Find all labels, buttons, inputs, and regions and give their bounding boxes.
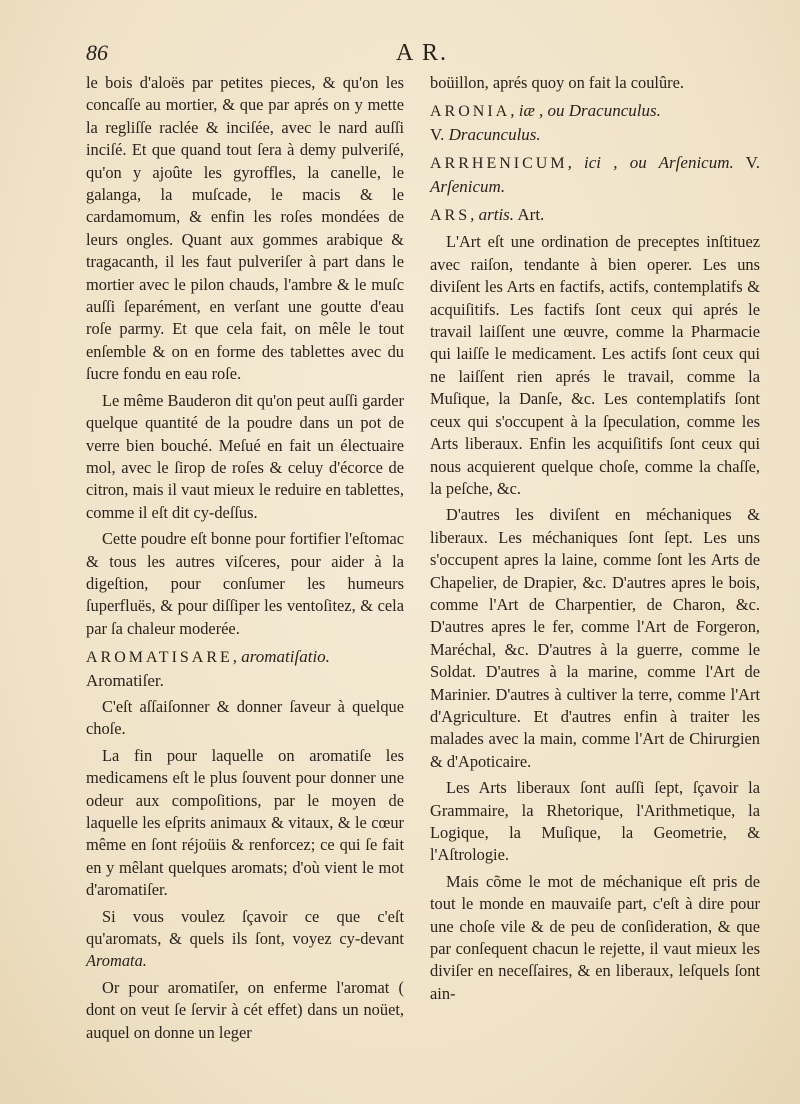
right-column xyxy=(430,72,760,1005)
paragraph: boüillon, aprés quoy on fait la coulûre. xyxy=(430,73,684,92)
latin-ending: , iæ , ou xyxy=(510,101,569,121)
latin-form: , aromatiſatio. xyxy=(232,647,330,667)
paragraph: La fin pour laquelle on aromatiſe les medicamens eſt le plus ſouvent pour donner une odeur aux compoſitions, par le moyen de laquelle les eſprits animaux & vitaux, & le cœur même en ſont réjoüis & renforcez; ce qui ſe fait en y mêlant quelques aromats; d'où vient le mot d'aromatiſer. xyxy=(86,745,404,900)
entry-aromatisare xyxy=(86,646,404,692)
paragraph: Cette poudre eſt bonne pour fortifier l'eſtomac & tous les autres viſceres, pour aider à la digeſtion, pour conſumer les humeurs ſuperfluës, & pour diſſiper les ventoſitez, & cela par ſa chaleur moderée. xyxy=(86,529,404,638)
paragraph: le bois d'aloës par petites pieces, & qu'on les concaſſe au mortier, & que par aprés on y mette la regliſſe raclée & inciſée, avec le nard auſſi inciſé. Et que quand tout ſera à demy pulveriſé, qu'on y ajoûte les gyroffles, la canelle, le galanga, la muſcade, le macis & le cardamomum, & enfin les roſes mondées de leurs ongles. Quant aux gommes arabique & tragacanth, il les faut pulveriſer à part dans le mortier avec le pilon chauds, l'ambre & le muſc auſſi ſeparément, en verſant une goutte d'eau roſe parmy. Et que cela fait, on mêle le tout enſemble & on en forme des tablettes avec du ſucre fondu en eau roſe. xyxy=(86,73,404,384)
paragraph xyxy=(86,906,404,973)
page-header xyxy=(86,40,760,70)
paragraph: Les Arts liberaux ſont auſſi ſept, ſçavoir la Grammaire, la Rhetorique, l'Arithmetique, la Logique, la Muſique, la Geometrie, & l'Aſtrologie. xyxy=(430,778,760,865)
see-label: V. xyxy=(430,124,449,144)
alternate-term: Dracunculus. xyxy=(568,101,661,121)
latin-form: , artis. xyxy=(470,205,515,225)
paragraph: C'eſt aſſaiſonner & donner ſaveur à quelque choſe. xyxy=(86,696,404,739)
paragraph-text: Si vous voulez ſçavoir ce que c'eſt qu'aromats, & quels ils ſont, voyez cy-devant xyxy=(86,906,404,949)
paragraph: Mais cõme le mot de méchanique eſt pris de tout le monde en mauvaiſe part, c'eſt à dire pour une choſe vile & de peu de conſideration, & que par conſequent chacun le rejette, il vaut mieux les diviſer en neceſſaires, & en liberaux, leſquels ſont ain- xyxy=(430,871,760,1003)
headword: ARRHENICUM xyxy=(430,155,568,173)
headword: AROMATISARE xyxy=(86,649,233,667)
cross-reference: Aromata. xyxy=(86,951,147,971)
page-number: 86 xyxy=(86,40,108,65)
alternate-term: Arſenicum. xyxy=(658,153,734,173)
headword: ARONIA xyxy=(430,103,511,121)
headword: ARS xyxy=(430,207,471,225)
paragraph: D'autres les diviſent en méchaniques & liberaux. Les méchaniques ſont ſept. Les uns s'occupent apres la laine, comme ſont les Arts de Chapelier, de Drapier, &c. D'autres apres le bois, comme l'Art de Charpentier, de Charon, &c. D'autres apres le fer, comme l'Art de Forgeron, Maréchal, &c. D'autres à la guerre, comme le Soldat. D'autres à la marine, comme l'Art de Marinier. D'autres à cultiver la terre, comme l'Art d'Agriculture. Et d'autres enfin à traiter les malades avec la main, comme l'Art de Chirurgien & d'Apoticaire. xyxy=(430,505,760,771)
left-column xyxy=(86,72,404,1044)
paragraph: Le même Bauderon dit qu'on peut auſſi garder quelque quantité de la poudre dans un pot de verre bien bouché. Meſué en fait un électuaire mol, avec le ſirop de roſes & celuy d'écorce de citron, mais il vaut mieux le reduire en tablettes, comme il eſt dit cy-deſſus. xyxy=(86,390,404,522)
paragraph: L'Art eſt une ordination de preceptes inſtituez avec raiſon, tendante à bien operer. Les uns diviſent les Arts en factifs, actifs, contemplatifs & acquiſitifs. Les factifs ſont ceux qui aprés le travail laiſſent une œuvre, comme la Pharmacie qui laiſſe le medicament. Les actifs ſont ceux qui ne laiſſent rien aprés le travail, comme la Muſique, la Danſe, &c. Les contemplatifs ſont ceux qui s'occupent à la ſpeculation, comme les Arts liberaux. Enfin les acquiſitifs ſont ceux qui nous acquierent quelque choſe, comme la chaſſe, la peſche, &c. xyxy=(430,232,760,498)
cross-reference: Arſenicum. xyxy=(430,176,506,196)
french-term: Art. xyxy=(514,205,545,225)
entry-arrhenicum xyxy=(430,152,760,198)
running-head: A R. xyxy=(396,40,449,66)
entry-ars xyxy=(430,204,760,227)
see-label: V. xyxy=(733,153,761,173)
latin-ending: , ici , ou xyxy=(567,153,659,173)
cross-reference: Dracunculus. xyxy=(448,124,541,144)
paragraph: Or pour aromatiſer, on enferme l'aromat ( dont on veut ſe ſervir à cét effet) dans un noüet, auquel on donne un leger xyxy=(86,977,404,1042)
french-term: Aromatiſer. xyxy=(86,670,164,690)
entry-aronia xyxy=(430,100,760,146)
